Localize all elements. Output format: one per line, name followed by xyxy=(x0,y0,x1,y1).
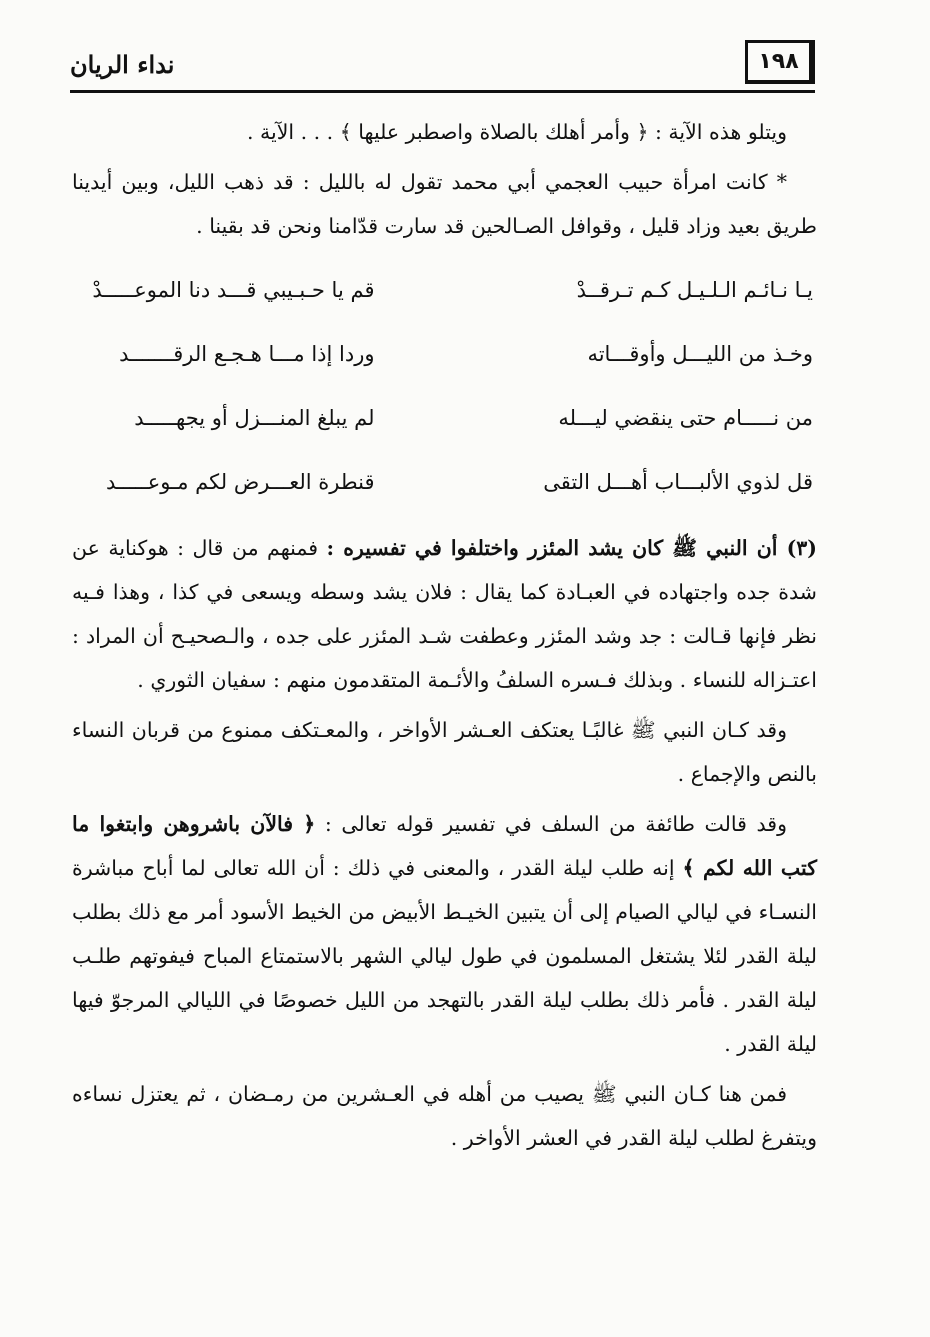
paragraph: وقد كـان النبي ﷺ غالبًـا يعتكف العـشر الأواخر ، والمعـتكف ممنوع من قربان النساء بالنص والإجماع . xyxy=(72,718,817,786)
poem-verse xyxy=(72,258,817,322)
poem-verse xyxy=(72,450,817,514)
section-heading: (٣) أن النبي ﷺ كان يشد المئزر واختلفوا في تفسيره : xyxy=(326,536,817,560)
paragraph: * كانت امرأة حبيب العجمي أبي محمد تقول له بالليل : قد ذهب الليل، وبين أيدينا طريق بعيد وزاد قليل ، وقوافل الصـالحين قد سارت قدّامنا ونحن قد بقينا . xyxy=(72,170,817,238)
paragraph xyxy=(72,802,817,1066)
page-header xyxy=(70,40,815,98)
poem-hemistich-second: وردا إذا مـــا هـجـع الرقـــــــد xyxy=(119,342,375,366)
poem-verse xyxy=(72,386,817,450)
paragraph-text: إنه طلب ليلة القدر ، والمعنى في ذلك : أن الله تعالى لما أباح مباشرة النسـاء في ليالي الصيام إلى أن يتبين الخيـط الأبيض من الخيط الأسود أمر مع ذلك بطلب ليلة القدر لئلا يشتغل المسلمون في طول ليالي الشهر بالاستمتاع المباح فيفوتهم طلـب ليلة القدر . فأمر ذلك بطلب ليلة القدر بالتهجد من الليل خصوصًا في الليالي المرجوّ فيها ليلة القدر . xyxy=(72,856,817,1056)
paragraph-text: فمنهم من قال : هوكناية عن شدة جده واجتهاده في العبـادة كما يقال : فلان يشد وسطه ويسعى في كذا ، وهذا فـيه نظر فإنها قـالت : جد وشد المئزر وعطفت شـد المئزر على جده ، والـصحيـح أن المراد : اعتـزاله للنساء . وبذلك فـسره السلفُ والأئـمة المتقدمون منهم : سفيان الثوري . xyxy=(72,536,817,692)
poem-hemistich-first: قل لذوي الألبـــاب أهـــل التقى xyxy=(543,470,813,494)
header-rule xyxy=(70,90,815,93)
poem-hemistich-first: يـا نـائـم الـلـيـل كـم تـرقــدْ xyxy=(576,278,813,302)
paragraph: ويتلو هذه الآية : ﴿ وأمر أهلك بالصلاة واصطبر عليها ﴾ . . . الآية . xyxy=(246,120,787,144)
body-text xyxy=(72,110,817,1166)
poem-hemistich-second: قنطرة العـــرض لكم مـوعـــــد xyxy=(105,470,375,494)
poem-hemistich-first: وخـذ من الليـــل وأوقـــاته xyxy=(587,342,813,366)
running-title: نداء الريان xyxy=(70,50,175,79)
paragraph-text: وقد قالت طائفة من السلف في تفسير قوله تعالى : xyxy=(315,812,787,836)
poem-hemistich-second: قم يا حـبـيبي قـــد دنا الموعـــــدْ xyxy=(92,278,375,302)
poem-verse xyxy=(72,322,817,386)
paragraph: فمن هنا كـان النبي ﷺ يصيب من أهله في العـشرين من رمـضان ، ثم يعتزل نساءه ويتفرغ لطلب ليلة القدر في العشر الأواخر . xyxy=(72,1082,817,1150)
paragraph xyxy=(72,526,817,702)
page-number: ١٩٨ xyxy=(745,40,815,84)
quran-quote: ﴿ فالآن باشروهن وابتغوا ما كتب الله لكم ﴾ xyxy=(72,812,817,880)
poem-hemistich-second: لم يبلغ المنـــزل أو يجهـــــد xyxy=(134,406,375,430)
poem-hemistich-first: من نـــــام حتى ينقضي ليـــله xyxy=(558,406,813,430)
poem xyxy=(72,258,817,514)
